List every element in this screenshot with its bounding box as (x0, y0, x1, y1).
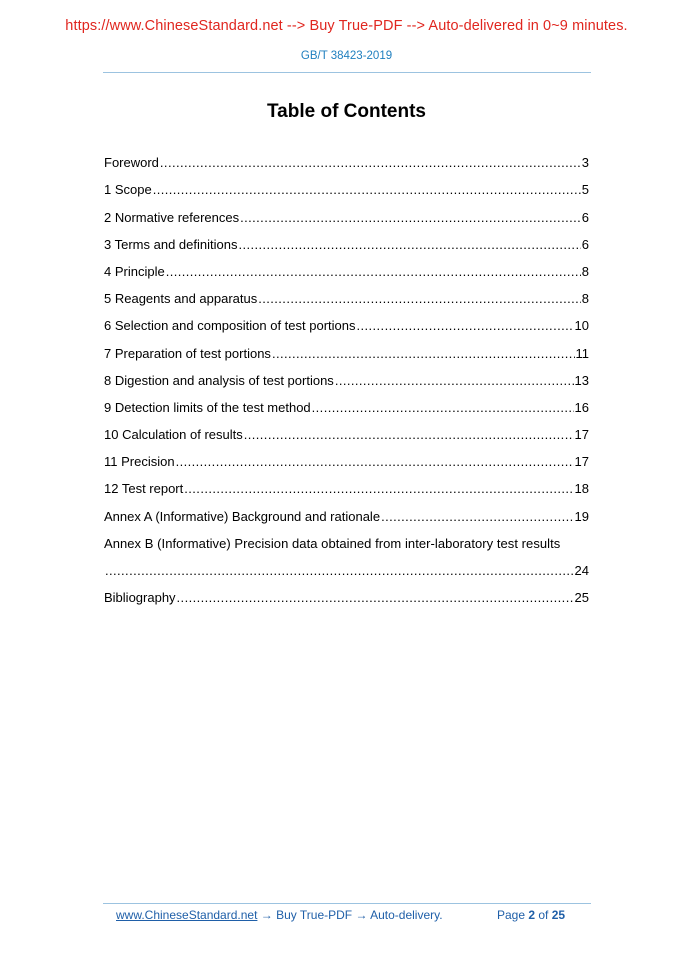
toc-entry-page: 25 (574, 590, 589, 606)
page-title: Table of Contents (266, 101, 427, 122)
dot-leader (244, 426, 574, 444)
toc-entry-page: 3 (581, 155, 589, 171)
footer-tagline: → Buy True-PDF → Auto-delivery. (257, 908, 443, 922)
toc-entry-continuation (104, 553, 589, 580)
toc-entry-principle[interactable] (104, 254, 589, 281)
dot-leader (381, 508, 573, 526)
toc-entry-calculation-of-results[interactable] (104, 417, 589, 444)
toc-entry-label: 11 Precision (104, 454, 175, 470)
toc-entry-page: 19 (574, 508, 589, 524)
toc-entry-page: 5 (581, 182, 589, 198)
toc-entry-page: 18 (574, 481, 589, 497)
toc-entry-test-report[interactable] (104, 471, 589, 498)
toc-entry-label: Annex A (Informative) Background and rationale (104, 508, 381, 524)
toc-entry-foreword[interactable] (104, 145, 589, 172)
dot-leader (312, 399, 574, 417)
toc-entry-normative-references[interactable] (104, 199, 589, 226)
toc-entry-annex-b[interactable] (104, 526, 589, 580)
toc-entry-page: 11 (575, 345, 589, 361)
toc-entry-label: 7 Preparation of test portions (104, 345, 271, 361)
dot-leader (160, 154, 581, 172)
toc-entry-page: 13 (574, 372, 589, 388)
toc-entry-scope[interactable] (104, 172, 589, 199)
toc-entry-label: 5 Reagents and apparatus (104, 291, 258, 307)
toc-entry-label: Bibliography (104, 590, 176, 606)
dot-leader (356, 317, 573, 335)
toc-entry-page: 24 (574, 563, 589, 579)
toc-entry-detection-limits[interactable] (104, 390, 589, 417)
toc-entry-label: Foreword (104, 155, 159, 171)
toc-entry-page: 17 (574, 454, 589, 470)
dot-leader (272, 345, 575, 363)
toc-entry-precision[interactable] (104, 444, 589, 471)
toc-entry-page: 6 (581, 209, 589, 225)
dot-leader (238, 236, 580, 254)
dot-leader (240, 209, 581, 227)
toc-entry-selection-of-test-portions[interactable] (104, 308, 589, 335)
toc-entry-label: 12 Test report (104, 481, 184, 497)
dot-leader (176, 453, 574, 471)
toc-entry-label: 10 Calculation of results (104, 427, 243, 443)
toc-entry-terms-and-definitions[interactable] (104, 227, 589, 254)
table-of-contents (104, 145, 589, 607)
toc-entry-bibliography[interactable] (104, 580, 589, 607)
dot-leader (153, 181, 581, 199)
dot-leader (184, 480, 573, 498)
toc-entry-reagents-and-apparatus[interactable] (104, 281, 589, 308)
toc-entry-page: 10 (574, 318, 589, 334)
toc-entry-label: 2 Normative references (104, 209, 240, 225)
header-divider (103, 72, 591, 73)
page-number-total: 25 (551, 908, 566, 922)
toc-entry-label: 1 Scope (104, 182, 152, 198)
page-number-current: 2 (528, 908, 536, 922)
toc-entry-label: Annex B (Informative) Precision data obtained from inter-laboratory test results (104, 535, 561, 551)
toc-entry-annex-a[interactable] (104, 498, 589, 525)
toc-entry-label: 8 Digestion and analysis of test portions (104, 372, 334, 388)
toc-entry-page: 16 (574, 399, 589, 415)
toc-entry-label: 6 Selection and composition of test portions (104, 318, 356, 334)
dot-leader (335, 372, 574, 390)
toc-entry-label: 4 Principle (104, 263, 165, 279)
top-banner[interactable]: https://www.ChineseStandard.net --> Buy True-PDF --> Auto-delivered in 0~9 minutes. (65, 18, 628, 34)
footer-text (116, 908, 443, 922)
toc-entry-page: 17 (574, 427, 589, 443)
dot-leader (105, 562, 574, 580)
toc-entry-digestion-and-analysis[interactable] (104, 363, 589, 390)
toc-entry-preparation-of-test-portions[interactable] (104, 335, 589, 362)
dot-leader (258, 290, 581, 308)
dot-leader (166, 263, 581, 281)
toc-entry-label: 3 Terms and definitions (104, 236, 238, 252)
page-number-of: of (535, 908, 552, 922)
toc-entry-page: 6 (581, 236, 589, 252)
page-number-prefix: Page (497, 908, 529, 922)
toc-entry-page: 8 (581, 263, 589, 279)
page-number (497, 908, 565, 922)
dot-leader (177, 589, 574, 607)
footer-divider (103, 903, 591, 904)
document-code: GB/T 38423-2019 (300, 50, 393, 62)
footer-website-link[interactable]: www.ChineseStandard.net (116, 908, 258, 922)
toc-entry-page: 8 (581, 291, 589, 307)
toc-entry-label: 9 Detection limits of the test method (104, 399, 311, 415)
